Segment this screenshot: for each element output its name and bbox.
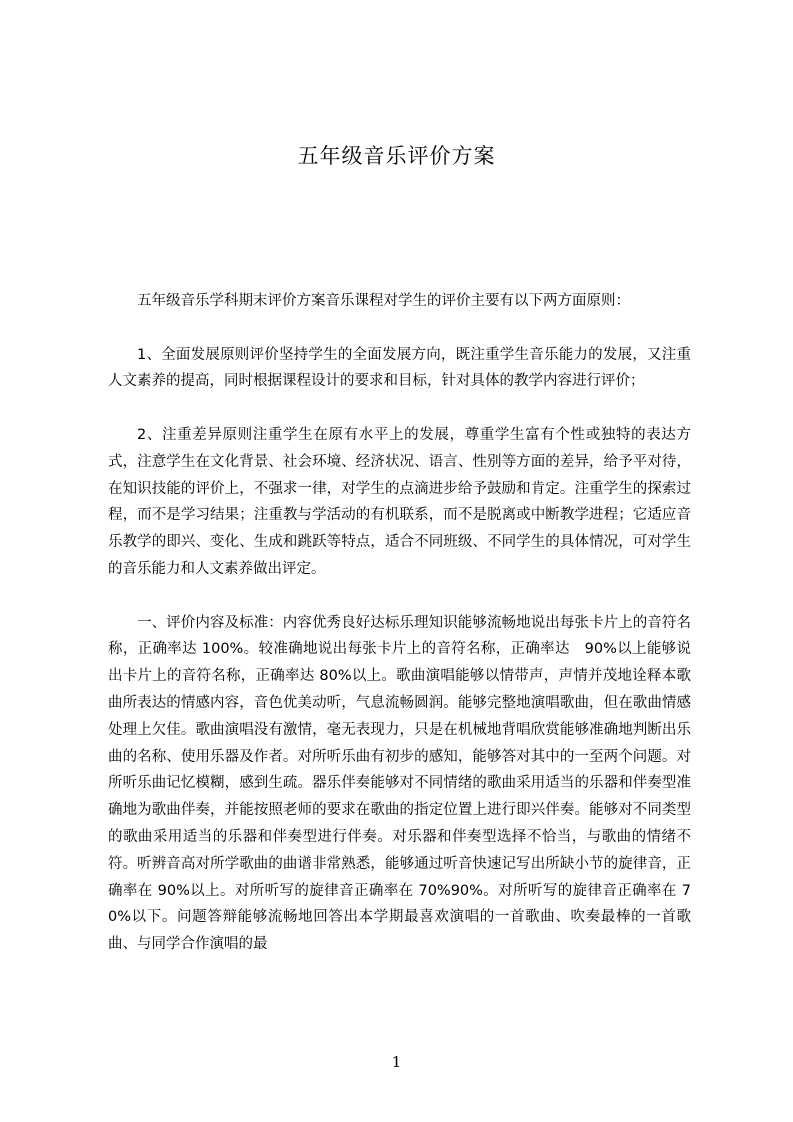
document-body [108, 288, 691, 958]
principle-2-paragraph: 2、注重差异原则注重学生在原有水平上的发展，尊重学生富有个性或独特的表达方式，注意学生在文化背景、社会环境、经济状况、语言、性别等方面的差异，给予平对待，在知识技能的评价上，不强求一律，对学生的点滴进步给予鼓励和肯定。注重学生的探索过程，而不是学习结果；注重教与学活动的有机联系，而不是脱离或中断教学进程；它适应音乐教学的即兴、变化、生成和跳跃等特点，适合不同班级、不同学生的具体情况，可对学生的音乐能力和人文素养做出评定。 [108, 426, 691, 577]
principle-1-paragraph: 1、全面发展原则评价坚持学生的全面发展方向，既注重学生音乐能力的发展，又注重人文素养的提高，同时根据课程设计的要求和目标，针对具体的教学内容进行评价； [108, 346, 691, 390]
evaluation-content-paragraph: 一、评价内容及标准：内容优秀良好达标乐理知识能够流畅地说出每张卡片上的音符名称，正确率达 100%。较准确地说出每张卡片上的音符名称，正确率达 90%以上能够说出卡片上的音符名称，正确率达 80%以上。歌曲演唱能够以情带声，声情并茂地诠释本歌曲所表达的情感内容，音色优美动听，气息流畅圆润。能够完整地演唱歌曲，但在歌曲情感处理上欠佳。歌曲演唱没有激情，毫无表现力，只是在机械地背唱欣赏能够准确地判断出乐曲的名称、使用乐器及作者。对所听乐曲有初步的感知，能够答对其中的一至两个问题。对所听乐曲记忆模糊，感到生疏。器乐伴奏能够对不同情绪的歌曲采用适当的乐器和伴奏型准确地为歌曲伴奏，并能按照老师的要求在歌曲的指定位置上进行即兴伴奏。能够对不同类型的歌曲采用适当的乐器和伴奏型进行伴奏。对乐器和伴奏型选择不恰当，与歌曲的情绪不符。听辨音高对所学歌曲的曲谱非常熟悉，能够通过听音快速记写出所缺小节的旋律音，正确率在 90%以上。对所听写的旋律音正确率在 70%90%。对所听写的旋律音正确率在 70%以下。问题答辩能够流畅地回答出本学期最喜欢演唱的一首歌曲、吹奏最棒的一首歌曲、与同学合作演唱的最 [108, 614, 691, 953]
page-number: 1 [391, 1053, 402, 1071]
intro-paragraph: 五年级音乐学科期末评价方案音乐课程对学生的评价主要有以下两方面原则： [137, 293, 630, 309]
document-title: 五年级音乐评价方案 [297, 144, 496, 168]
